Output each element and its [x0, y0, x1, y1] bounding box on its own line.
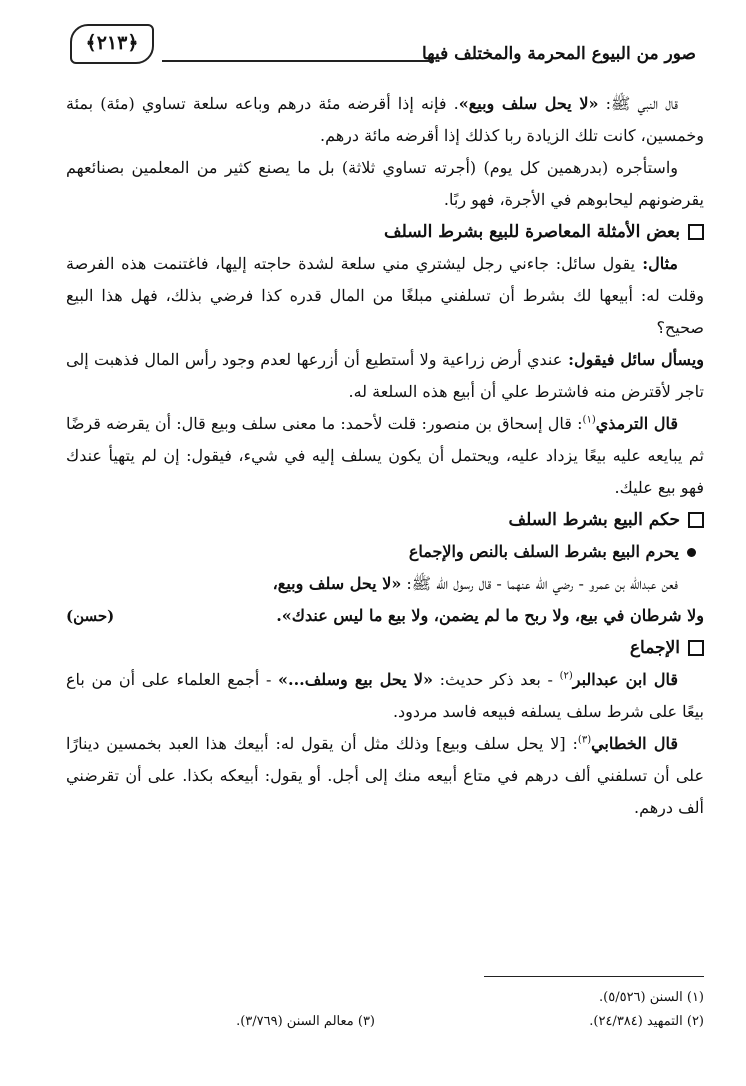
bullet-text: يحرم البيع بشرط السلف بالنص والإجماع: [408, 542, 679, 561]
citation-label: قال الخطابي: [591, 734, 679, 753]
checkbox-square-icon: [688, 640, 704, 656]
paragraph-1: [66, 88, 704, 152]
main-text: [66, 88, 704, 824]
citation-text: : قال إسحاق بن منصور: قلت لأحمد: ما معنى سلف وبيع قال: أن يقرضه قرضًا ثم يبايعه عليه بيعًا يزداد عليه، ويحتمل أن يكون يسلف إليه في شيء، فيقول: إن لم يتهيأ عندك فهو بيع عليك.: [66, 414, 704, 497]
hadith-grade: (حسن): [66, 607, 115, 625]
hadith-quote-cont: ولا شرطان في بيع، ولا ربح ما لم يضمن، ولا بيع ما ليس عندك».: [276, 606, 704, 625]
paragraph-ibn-abdulbarr: [66, 664, 704, 728]
footnote-separator: [484, 976, 704, 977]
example-text: يقول سائل: جاءني رجل ليشتري مني سلعة لشدة حاجته إليها، فاغتنمت هذه الفرصة وقلت له: أبيعها لك بشرط أن تسلفني مبلغًا من المال قدره كذا فرضي بذلك، فهل هذا البيع صحيح؟: [66, 254, 704, 337]
footnote-ref-1: (١): [582, 414, 596, 426]
hadith-quote: «لا يحل بيع وسلف...»: [278, 670, 433, 689]
paragraph-tirmidhi: [66, 408, 704, 504]
heading-text: الإجماع: [629, 638, 680, 658]
hadith-quote: «لا يحل سلف وبيع»: [458, 94, 599, 113]
hadith-quote: «لا يحل سلف وبيع،: [272, 574, 402, 593]
example-label: مثال:: [635, 254, 678, 273]
citation-label: قال الترمذي: [595, 414, 679, 433]
footnote-ref-3: (٣): [577, 734, 592, 746]
footnote-ref-2: (٢): [559, 670, 573, 682]
page-header: [70, 22, 696, 74]
citation-text: : [لا يحل سلف وبيع] وذلك مثل أن يقول له: أبيعك هذا العبد بخمسين دينارًا على أن تسلفني ألف درهم في متاع أبيعه منك إلى أجل. أو يقول: أبيعكه بكذا. على أن تقرضني ألف درهم.: [66, 734, 704, 817]
citation-label: قال ابن عبدالبر: [572, 670, 679, 689]
section-heading-examples: [66, 216, 704, 248]
checkbox-square-icon: [688, 512, 704, 528]
question-text: عندي أرض زراعية ولا أستطيع أن أزرعها لعدم وجود رأس المال فذهبت إلى تاجر لأقترض منه فاشترط علي أن أبيع هذه السلعة له.: [66, 350, 704, 401]
paragraph-hadith: [66, 568, 704, 600]
footnote-3: (٣) معالم السنن (٣/٧٦٩).: [236, 1014, 375, 1029]
heading-text: بعض الأمثلة المعاصرة للبيع بشرط السلف: [384, 222, 680, 242]
p1-intro: قال النبي ﷺ:: [598, 94, 678, 113]
paragraph-2: واستأجره (بدرهمين كل يوم) (أجرته تساوي ثلاثة) بل ما يصنع كثير من المعلمين بصنائعهم يقرضونهم ليحابوهم في الأجرة، فهو ربًا.: [66, 158, 704, 209]
paragraph-khattabi: [66, 728, 704, 824]
footnote-row: [66, 1010, 704, 1034]
heading-text: حكم البيع بشرط السلف: [508, 510, 680, 530]
question-label: ويسأل سائل فيقول:: [562, 350, 704, 369]
footnote-1: (١) السنن (٥/٥٢٦).: [599, 990, 704, 1005]
bullet-point: [66, 536, 704, 568]
narration-intro: فعن عبدالله بن عمرو - رضي الله عنهما - قال رسول الله ﷺ:: [401, 574, 678, 593]
bullet-dot-icon: [687, 548, 696, 557]
paragraph-example-2: [66, 344, 704, 408]
paragraph-example-1: [66, 248, 704, 344]
section-heading-consensus: [66, 632, 704, 664]
p1-text: . فإنه إذا أقرضه مئة درهم وباعه سلعة تساوي (مئة) بمئة وخمسين، كانت تلك الزيادة ربا كذلك إذا أقرضه مائة درهم.: [66, 94, 704, 145]
section-heading-ruling: [66, 504, 704, 536]
footnote-2: (٢) التمهيد (٢٤/٣٨٤).: [589, 1014, 704, 1029]
citation-mid: - بعد ذكر حديث:: [432, 670, 560, 689]
page-number: ﴿٢١٣﴾: [70, 24, 154, 64]
citation-text: - أجمع العلماء على أن من باع بيعًا على شرط سلف يسلفه فبيعه فاسد مردود.: [66, 670, 704, 721]
checkbox-square-icon: [688, 224, 704, 240]
footnotes: [66, 986, 704, 1034]
header-rule: [162, 60, 434, 62]
running-title: صور من البيوع المحرمة والمختلف فيها: [421, 44, 696, 64]
hadith-line: [66, 600, 704, 632]
